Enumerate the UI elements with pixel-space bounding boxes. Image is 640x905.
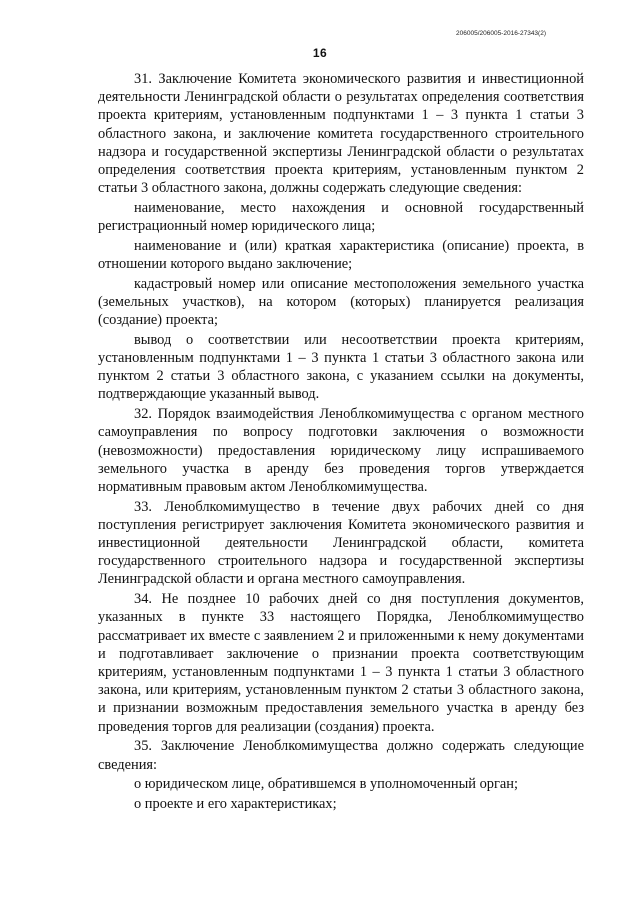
document-id: 206005/206005-2016-27343(2) — [456, 30, 546, 37]
list-item-project-description: наименование и (или) краткая характеристика (описание) проекта, в отношении которого выдано заключение; — [98, 237, 584, 273]
list-item-conclusion: вывод о соответствии или несоответствии проекта критериям, установленным подпунктами 1 – 3 пункта 1 статьи 3 областного закона или пунктом 2 статьи 3 областного закона, с указанием ссылки на документы, подтверждающие указанный вывод. — [98, 331, 584, 403]
paragraph-34: 34. Не позднее 10 рабочих дней со дня поступления документов, указанных в пункте 33 настоящего Порядка, Леноблкомимущество рассматривает их вместе с заявлением 2 и приложенными к нему документами и подготавливает заключение о признании проекта соответствующим критериям, установленным подпунктами 1 – 3 пункта 1 статьи 3 областного закона, или критериям, установленным пунктом 2 статьи 3 областного закона, и признании возможным предоставления земельного участка в аренду без проведения торгов для реализации (создания) проекта. — [98, 591, 584, 735]
list-item-legal-entity: о юридическом лице, обратившемся в уполномоченный орган; — [134, 776, 518, 793]
document-body — [98, 70, 584, 813]
page-number: 16 — [312, 46, 328, 60]
list-item-project: о проекте и его характеристиках; — [134, 795, 337, 812]
paragraph-33: 33. Леноблкомимущество в течение двух рабочих дней со дня поступления регистрирует заключения Комитета экономического развития и инвестиционной деятельности Ленинградской области, комитета государственного строительного надзора и государственной экспертизы Ленинградской области и органа местного самоуправления. — [98, 498, 584, 588]
paragraph-32: 32. Порядок взаимодействия Леноблкомимущества с органом местного самоуправления по вопросу подготовки заключения о возможности (невозможности) предоставления юридическому лицу испрашиваемого земельного участка в аренду без проведения торгов утверждается нормативным правовым актом Леноблкомимущества. — [98, 406, 584, 495]
paragraph-35: 35. Заключение Леноблкомимущества должно содержать следующие сведения: — [98, 738, 584, 773]
paragraph-31: 31. Заключение Комитета экономического развития и инвестиционной деятельности Ленинградской области о результатах определения соответствия проекта критериям, установленным подпунктами 1 – 3 пункта 1 статьи 3 областного закона, и заключение комитета государственного строительного надзора и государственной экспертизы Ленинградской области о результатах определения соответствия проекта критериям, установленным пунктом 2 статьи 3 областного закона, должны содержать следующие сведения: — [98, 71, 584, 197]
list-item-name: наименование, место нахождения и основной государственный регистрационный номер юридического лица; — [98, 199, 584, 235]
list-item-cadastral-number: кадастровый номер или описание местоположения земельного участка (земельных участков), на котором (которых) планируется реализация (создание) проекта; — [98, 275, 584, 329]
